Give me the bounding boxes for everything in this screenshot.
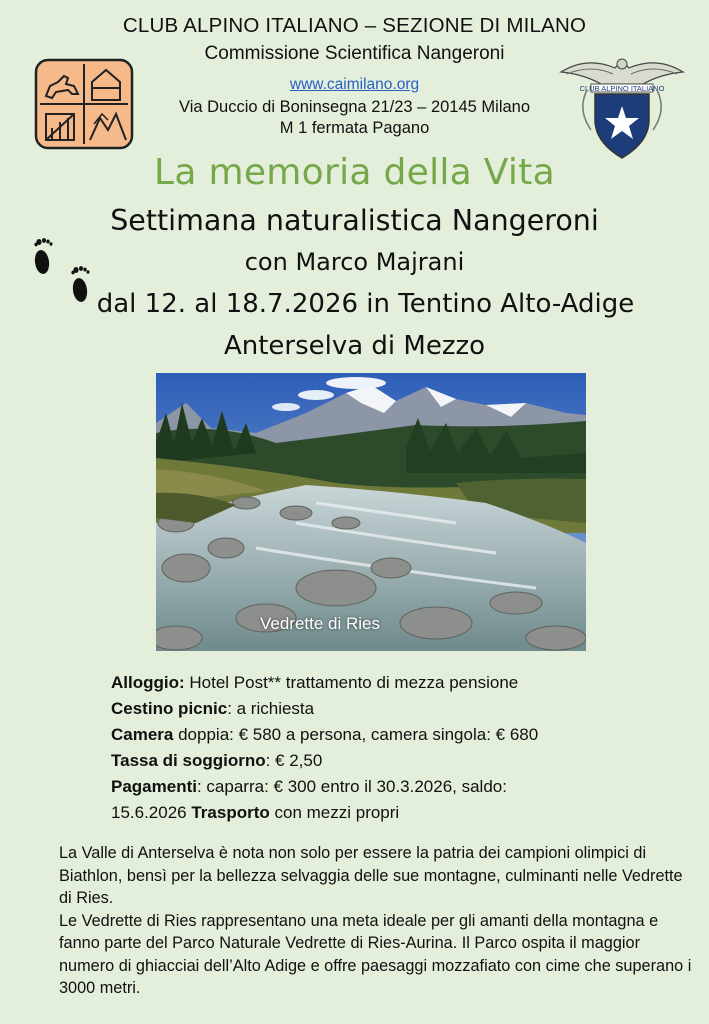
picnic-value: : a richiesta bbox=[227, 699, 315, 718]
description-paragraph-2: Le Vedrette di Ries rappresentano una meta ideale per gli amanti della montagna e fanno parte del Parco Naturale Vedrette di Ries-Aurina. Il Parco ospita il maggior numero di ghiacciai dell’Alto Adige e offre paesaggi mozzafiato con cime che superano i 3000 metri. bbox=[59, 911, 692, 997]
picnic-line bbox=[111, 696, 671, 722]
badge-text: CLUB ALPINO ITALIANO bbox=[579, 84, 665, 93]
org-name: CLUB ALPINO ITALIANO – SEZIONE DI MILANO bbox=[122, 14, 587, 37]
tax-value: : € 2,50 bbox=[265, 751, 323, 770]
transport-value: con mezzi propri bbox=[269, 803, 400, 822]
lodging-value: Hotel Post** trattamento di mezza pensione bbox=[184, 673, 519, 692]
event-leader: con Marco Majrani bbox=[244, 248, 465, 276]
payments-line bbox=[111, 774, 671, 800]
description-paragraph-1: La Valle di Anterselva è nota non solo per essere la patria dei campioni olimpici di Biathlon, bensì per la bellezza selvaggia delle sue montagne, culminanti nelle Vedrette di Ries. bbox=[59, 844, 683, 907]
event-place: Anterselva di Mezzo bbox=[223, 331, 486, 361]
transport-label: Trasporto bbox=[191, 803, 270, 822]
picnic-label: Cestino picnic bbox=[111, 699, 228, 718]
payments-transport-line bbox=[111, 800, 671, 826]
metro-stop: M 1 fermata Pagano bbox=[279, 119, 430, 137]
room-line bbox=[111, 722, 671, 748]
lodging-line bbox=[111, 670, 671, 696]
room-label: Camera bbox=[111, 725, 174, 744]
event-title: La memoria della Vita bbox=[154, 152, 555, 193]
payments-balance-date: 15.6.2026 bbox=[111, 803, 192, 822]
footprints-icon bbox=[28, 232, 98, 312]
payments-label: Pagamenti bbox=[111, 777, 197, 796]
commission-logo bbox=[34, 58, 134, 150]
landscape-photo bbox=[156, 373, 586, 651]
address: Via Duccio di Boninsegna 21/23 – 20145 Milano bbox=[178, 98, 531, 116]
lodging-label: Alloggio: bbox=[111, 673, 185, 692]
payments-value: : caparra: € 300 entro il 30.3.2026, saldo: bbox=[196, 777, 507, 796]
tax-line bbox=[111, 748, 671, 774]
tax-label: Tassa di soggiorno bbox=[111, 751, 266, 770]
event-subtitle: Settimana naturalistica Nangeroni bbox=[110, 204, 599, 237]
website-link[interactable]: www.caimilano.org bbox=[289, 76, 420, 93]
event-dates: dal 12. al 18.7.2026 in Tentino Alto-Adige bbox=[96, 289, 635, 319]
room-value: doppia: € 580 a persona, camera singola: € 680 bbox=[173, 725, 539, 744]
commission-name: Commissione Scientifica Nangeroni bbox=[204, 43, 505, 64]
info-block bbox=[111, 670, 671, 826]
description bbox=[59, 842, 699, 1000]
cai-eagle-logo bbox=[557, 50, 687, 162]
photo-caption: Vedrette di Ries bbox=[260, 614, 381, 633]
